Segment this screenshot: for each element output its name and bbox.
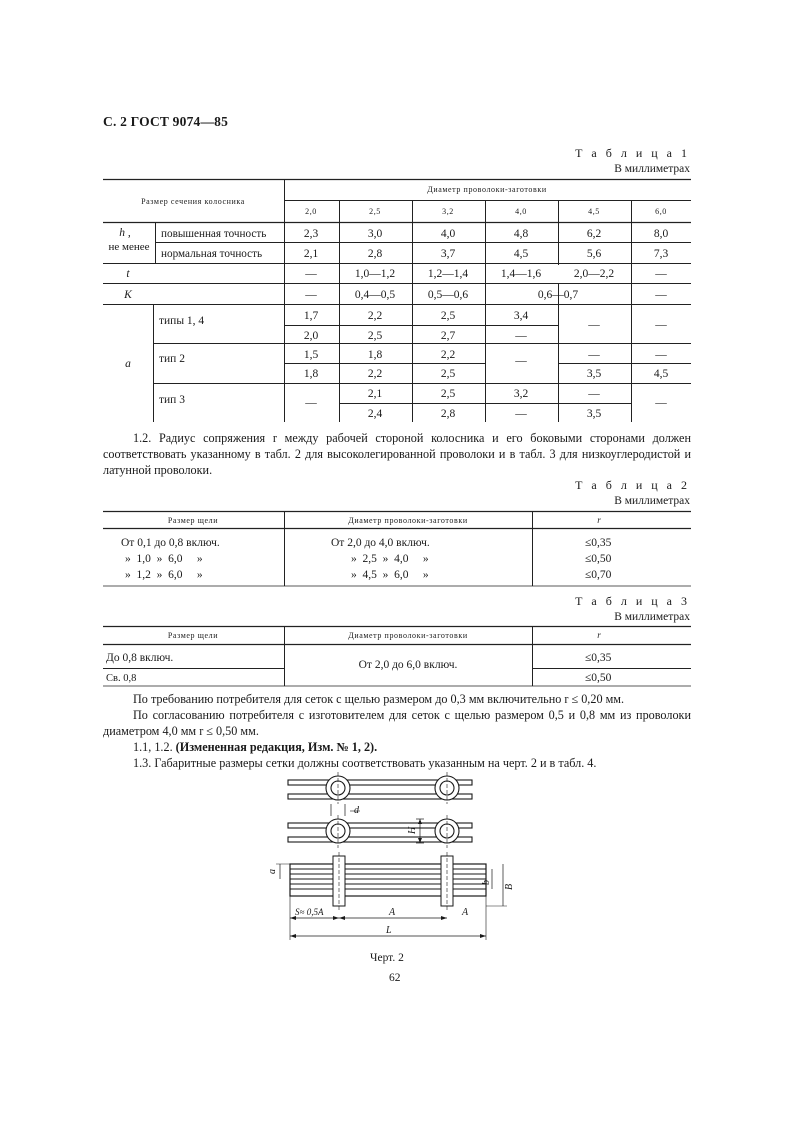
t1-a-cell: 2,1	[367, 388, 383, 400]
t3-diameter: От 2,0 до 6,0 включ.	[358, 659, 458, 671]
t1-diameter-4: 4,5	[588, 207, 600, 216]
t1-diameter-1: 2,5	[369, 207, 381, 216]
t1-type3: тип 3	[159, 394, 185, 406]
paragraph-1-3: 1.3. Габаритные размеры сетки должны соответствовать указанным на черт. 2 и в табл. 4.	[133, 756, 597, 770]
amendment-bold: (Измененная редакция, Изм. № 1, 2).	[175, 740, 378, 754]
t2-row0-slot: От 0,1 до 0,8 включ.	[121, 537, 220, 549]
t1-a-cell: —	[515, 330, 527, 342]
page-number: 62	[389, 972, 401, 984]
t1-K-v4: —	[655, 289, 667, 301]
t2-row0-r: ≤0,35	[585, 537, 612, 549]
table2-units: В миллиметрах	[614, 495, 690, 507]
consumer-paragraph-2: По согласованию потребителя с изготовителем для сеток с щелью размером 0,5 и 0,8 мм из проволоки диаметром 4,0 мм r ≤ 0,50 мм.	[103, 708, 691, 738]
drawing-mesh	[267, 768, 515, 946]
t3-row1-slot: Св. 0,8	[106, 673, 137, 684]
t2-row1-slot: » 1,0 » 6,0 »	[125, 553, 203, 565]
drawing-label-b: b	[481, 880, 492, 885]
t1-a-cell: —	[655, 319, 667, 331]
t1-a-cell: 2,2	[440, 349, 456, 361]
page-header: С. 2 ГОСТ 9074—85	[103, 114, 229, 129]
t1-a-cell: —	[305, 397, 317, 409]
t1-h0-v4: 6,2	[586, 228, 602, 240]
table2-caption: Т а б л и ц а 2	[575, 478, 690, 492]
t1-K-v1: 0,4—0,5	[354, 289, 396, 301]
drawing-label-B: B	[504, 883, 515, 890]
t2-row0-diameter: От 2,0 до 4,0 включ.	[331, 537, 430, 549]
t1-t-v4: 2,0—2,2	[573, 268, 615, 280]
t3-row0-slot: До 0,8 включ.	[106, 652, 174, 664]
t3-row1-r: ≤0,50	[585, 672, 612, 684]
t1-a-cell: 2,2	[367, 310, 383, 322]
t2-row2-slot: » 1,2 » 6,0 »	[125, 569, 203, 581]
t1-diameter-3: 4,0	[515, 207, 527, 216]
t1-a-cell: 2,5	[440, 310, 456, 322]
t1-a-cell: 1,5	[303, 349, 319, 361]
t1-a-cell: 3,2	[513, 388, 529, 400]
t1-a-cell: —	[655, 349, 667, 361]
t1-a-cell: 2,2	[367, 368, 383, 380]
t1-a-cell: 3,5	[586, 408, 602, 420]
t1-col-header-left: Размер сечения колосника	[141, 197, 245, 206]
t2-header-slot: Размер щели	[167, 516, 219, 525]
t1-diameter-0: 2,0	[305, 207, 317, 216]
consumer-paragraph-1: По требованию потребителя для сеток с щелью размером до 0,3 мм включительно r ≤ 0,20 мм.	[133, 692, 625, 706]
amendment-prefix: 1.1, 1.2.	[133, 740, 173, 754]
t1-a-cell: 1,7	[303, 310, 319, 322]
drawing-label-d: d	[354, 805, 359, 816]
drawing-label-A1: A	[389, 907, 396, 918]
t1-h-sub: не менее	[108, 241, 150, 253]
t1-a-cell: 2,4	[367, 408, 383, 420]
table1-caption: Т а б л и ц а 1	[575, 146, 690, 160]
t1-h0-v1: 3,0	[367, 228, 383, 240]
table3-units: В миллиметрах	[614, 611, 690, 623]
t1-h1-v0: 2,1	[303, 248, 319, 260]
t1-a-cell: 1,8	[303, 368, 319, 380]
t1-diameter-5: 6,0	[655, 207, 667, 216]
t1-a-cell: —	[588, 319, 600, 331]
t3-header-diameter: Диаметр проволоки-заготовки	[348, 631, 468, 640]
t1-a-cell: 1,8	[367, 349, 383, 361]
t2-row1-r: ≤0,50	[585, 553, 612, 565]
drawing-caption: Черт. 2	[370, 952, 404, 964]
t1-t-v2: 1,2—1,4	[427, 268, 469, 280]
t1-a-cell: 4,5	[653, 368, 669, 380]
t1-h1-v5: 7,3	[653, 248, 669, 260]
t1-a-cell: —	[655, 397, 667, 409]
t1-a-cell: 3,4	[513, 310, 529, 322]
t1-K-v0: —	[305, 289, 317, 301]
t3-row0-r: ≤0,35	[585, 652, 612, 664]
t1-col-header-group: Диаметр проволоки-заготовки	[427, 185, 547, 194]
t1-h-row1-label: нормальная точность	[161, 248, 263, 260]
t2-header-diameter: Диаметр проволоки-заготовки	[348, 516, 468, 525]
t1-a-cell: —	[515, 408, 527, 420]
t1-h0-v3: 4,8	[513, 228, 529, 240]
t1-t-label: t	[126, 268, 130, 280]
t1-h-label: h ,	[119, 227, 131, 239]
t2-row2-r: ≤0,70	[585, 569, 612, 581]
t1-h-row0-label: повышенная точность	[161, 228, 267, 240]
t1-a-cell: 2,5	[440, 388, 456, 400]
t1-a-cell: —	[588, 349, 600, 361]
table1-units: В миллиметрах	[614, 163, 690, 175]
table2	[103, 511, 691, 587]
t1-a-cell: 2,5	[440, 368, 456, 380]
t1-a-cell: 2,5	[367, 330, 383, 342]
t1-h0-v0: 2,3	[303, 228, 319, 240]
t1-K-v3: 0,6—0,7	[537, 289, 579, 301]
t1-h1-v4: 5,6	[586, 248, 602, 260]
t1-a-label: a	[125, 358, 131, 370]
t1-types14: типы 1, 4	[159, 315, 205, 327]
drawing-label-L: L	[386, 925, 392, 936]
t1-h0-v5: 8,0	[653, 228, 669, 240]
table3-caption: Т а б л и ц а 3	[575, 594, 690, 608]
t1-t-v5: —	[655, 268, 667, 280]
paragraph-1-2	[103, 430, 691, 478]
t2-row2-diameter: » 4,5 » 6,0 »	[351, 569, 429, 581]
drawing-label-S: S≈ 0,5A	[295, 907, 324, 917]
t1-a-cell: —	[588, 388, 600, 400]
amendment-note	[103, 739, 691, 755]
table1	[103, 179, 691, 424]
t1-a-cell: 3,5	[586, 368, 602, 380]
t1-a-cell: 2,7	[440, 330, 456, 342]
t1-a-cell: 2,8	[440, 408, 456, 420]
t3-header-r: r	[597, 630, 601, 640]
t2-row1-diameter: » 2,5 » 4,0 »	[351, 553, 429, 565]
t2-header-r: r	[597, 515, 601, 525]
drawing-label-a: a	[267, 869, 278, 874]
consumer-paragraphs	[103, 691, 691, 771]
t1-t-v0: —	[305, 268, 317, 280]
t1-diameter-2: 3,2	[442, 207, 454, 216]
t1-K-label: K	[124, 289, 132, 301]
t1-h1-v1: 2,8	[367, 248, 383, 260]
t1-K-v2: 0,5—0,6	[427, 289, 469, 301]
t1-t-v1: 1,0—1,2	[354, 268, 396, 280]
t1-a-cell: —	[515, 355, 527, 367]
drawing-label-A2: A	[462, 907, 469, 918]
t1-type2: тип 2	[159, 353, 185, 365]
t3-header-slot: Размер щели	[167, 631, 219, 640]
t1-a-cell: 2,0	[303, 330, 319, 342]
t1-h1-v2: 3,7	[440, 248, 456, 260]
table3	[103, 626, 691, 688]
t1-h1-v3: 4,5	[513, 248, 529, 260]
t1-t-v3: 1,4—1,6	[500, 268, 542, 280]
t1-h0-v2: 4,0	[440, 228, 456, 240]
drawing-label-H: H	[407, 826, 418, 834]
paragraph-1-2-text: 1.2. Радиус сопряжения r между рабочей стороной колосника и его боковыми сторонами должен соответствовать указанному в табл. 2 для высоколегированной проволоки и в табл. 3 для низкоуглеродистой и латунной проволоки.	[103, 431, 691, 477]
